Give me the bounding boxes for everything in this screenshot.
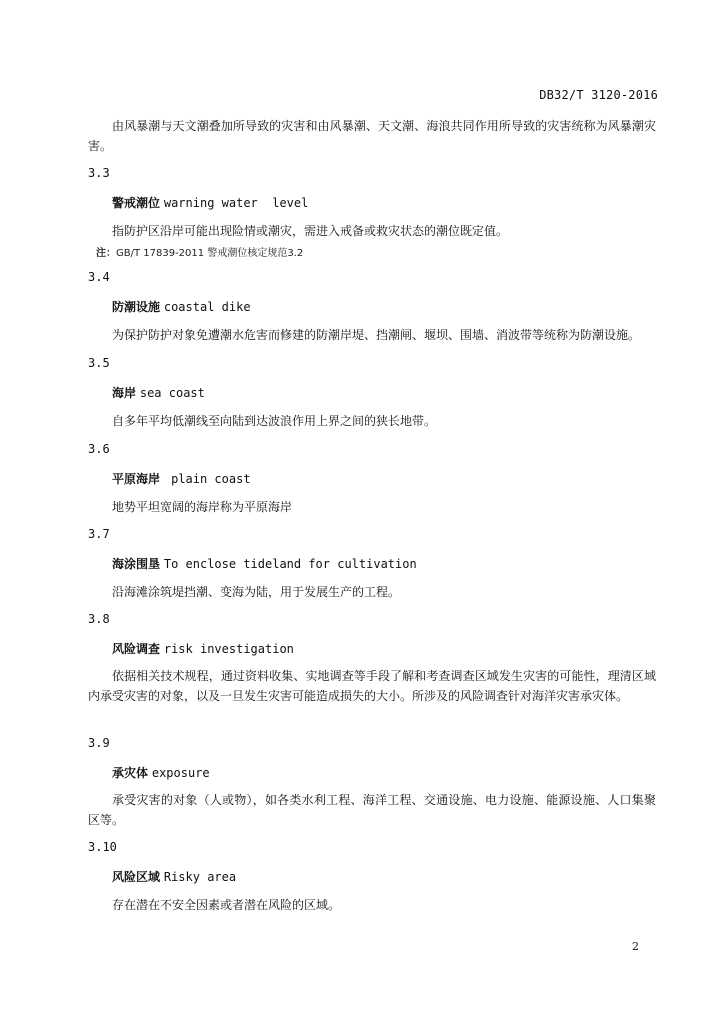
intro-block: [88, 116, 656, 156]
definition-block: [88, 790, 656, 830]
term-note: [96, 244, 303, 259]
section-number: 3.7: [88, 527, 110, 541]
term-english: sea coast: [139, 386, 205, 400]
term-chinese: 海涂围垦: [112, 557, 161, 571]
term-heading: [112, 555, 417, 572]
page-number: 2: [632, 940, 639, 953]
section-number: 3.3: [88, 166, 110, 180]
intro-paragraph: 由风暴潮与天文潮叠加所导致的灾害和由风暴潮、天文潮、海浪共同作用所导致的灾害统称为风暴潮灾害。: [88, 119, 656, 153]
term-english: warning water level: [163, 196, 309, 210]
section-number: 3.5: [88, 356, 110, 370]
term-english: Risky area: [163, 870, 237, 884]
section-number: 3.9: [88, 736, 110, 750]
term-definition: 沿海滩涂筑堤挡潮、变海为陆，用于发展生产的工程。: [112, 585, 401, 599]
term-definition: 为保护防护对象免遭潮水危害而修建的防潮岸堤、挡潮闸、堰坝、围墙、消波带等统称为防潮设施。: [112, 328, 641, 342]
section-number: 3.4: [88, 270, 110, 284]
term-heading: [112, 470, 251, 487]
section-number: 3.8: [88, 612, 110, 626]
term-english: plain coast: [163, 472, 251, 486]
term-chinese: 警戒潮位: [112, 196, 161, 210]
term-chinese: 海岸: [112, 386, 137, 400]
term-heading: [112, 384, 205, 401]
term-definition: 地势平坦宽阔的海岸称为平原海岸: [112, 500, 293, 514]
definition-block: [88, 666, 656, 706]
term-definition: 自多年平均低潮线至向陆到达波浪作用上界之间的狭长地带。: [112, 414, 437, 428]
document-code: DB32/T 3120-2016: [539, 88, 658, 102]
term-heading: [112, 194, 308, 211]
term-chinese: 风险区域: [112, 870, 161, 884]
term-english: coastal dike: [163, 300, 251, 314]
section-number: 3.10: [88, 840, 117, 854]
term-heading: [112, 764, 210, 781]
term-english: To enclose tideland for cultivation: [163, 557, 417, 571]
term-definition: 存在潜在不安全因素或者潜在风险的区域。: [112, 898, 341, 912]
term-chinese: 平原海岸: [112, 472, 161, 486]
note-label: 注：: [96, 248, 116, 259]
term-english: exposure: [151, 766, 210, 780]
note-text: GB/T 17839-2011 警戒潮位核定规范3.2: [116, 248, 304, 259]
term-english: risk investigation: [163, 642, 294, 656]
term-heading: [112, 868, 236, 885]
term-definition: 承受灾害的对象（人或物），如各类水利工程、海洋工程、交通设施、电力设施、能源设施、人口集聚区等。: [88, 793, 656, 827]
term-chinese: 风险调查: [112, 642, 161, 656]
term-chinese: 防潮设施: [112, 300, 161, 314]
term-definition: 依据相关技术规程，通过资料收集、实地调查等手段了解和考查调查区域发生灾害的可能性，理清区域内承受灾害的对象，以及一旦发生灾害可能造成损失的大小。所涉及的风险调查针对海洋灾害承灾体。: [88, 669, 656, 703]
section-number: 3.6: [88, 442, 110, 456]
term-heading: [112, 640, 294, 657]
term-definition: 指防护区沿岸可能出现险情或潮灾，需进入戒备或救灾状态的潮位既定值。: [112, 224, 509, 238]
term-heading: [112, 298, 251, 315]
term-chinese: 承灾体: [112, 766, 149, 780]
